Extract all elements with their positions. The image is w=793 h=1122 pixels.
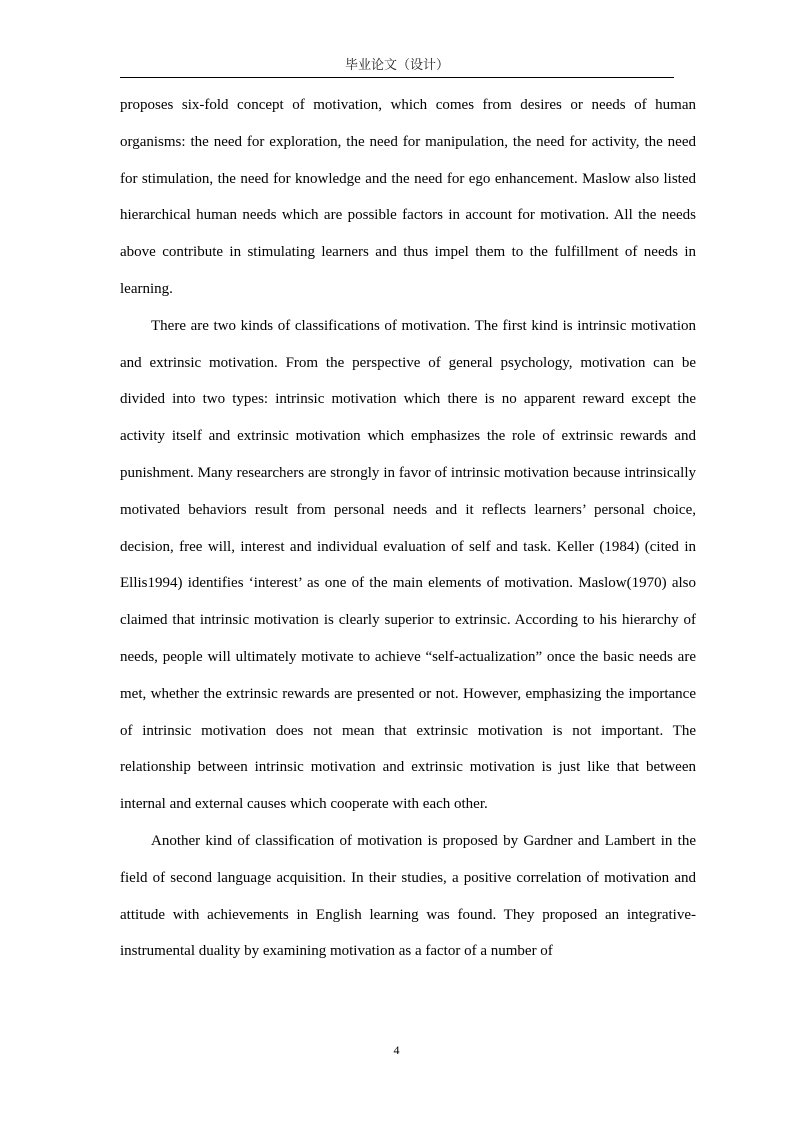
header-title: 毕业论文（设计）	[344, 58, 449, 73]
paragraph-3: Another kind of classification of motivation is proposed by Gardner and Lambert in the field of second language acquisition. In their studies, a positive correlation of motivation and attitude with achievements in English learning was found. They proposed an integrative-instrumental duality by examining motivation as a factor of a number of	[120, 832, 696, 960]
page-number: 4	[393, 1043, 400, 1057]
paragraph-1: proposes six-fold concept of motivation, which comes from desires or needs of human organisms: the need for exploration, the need for manipulation, the need for activity, the need for stimulation, the need for knowledge and the need for ego enhancement. Maslow also listed hierarchical human needs which are possible factors in account for motivation. All the needs above contribute in stimulating learners and thus impel them to the fulfillment of needs in learning.	[120, 97, 696, 297]
body-text	[120, 87, 696, 970]
page-header	[120, 57, 674, 78]
paragraph-2: There are two kinds of classifications of motivation. The first kind is intrinsic motivation and extrinsic motivation. From the perspective of general psychology, motivation can be divided into two types: intrinsic motivation which there is no apparent reward except the activity itself and extrinsic motivation which emphasizes the role of extrinsic rewards and punishment. Many researchers are strongly in favor of intrinsic motivation because intrinsically motivated behaviors result from personal needs and it reflects learners’ personal choice, decision, free will, interest and individual evaluation of self and task. Keller (1984) (cited in Ellis1994) identifies ‘interest’ as one of the main elements of motivation. Maslow(1970) also claimed that intrinsic motivation is clearly superior to extrinsic. According to his hierarchy of needs, people will ultimately motivate to achieve “self-actualization” once the basic needs are met, whether the extrinsic rewards are presented or not. However, emphasizing the importance of intrinsic motivation does not mean that extrinsic motivation is not important. The relationship between intrinsic motivation and extrinsic motivation is just like that between internal and external causes which cooperate with each other.	[120, 317, 696, 813]
